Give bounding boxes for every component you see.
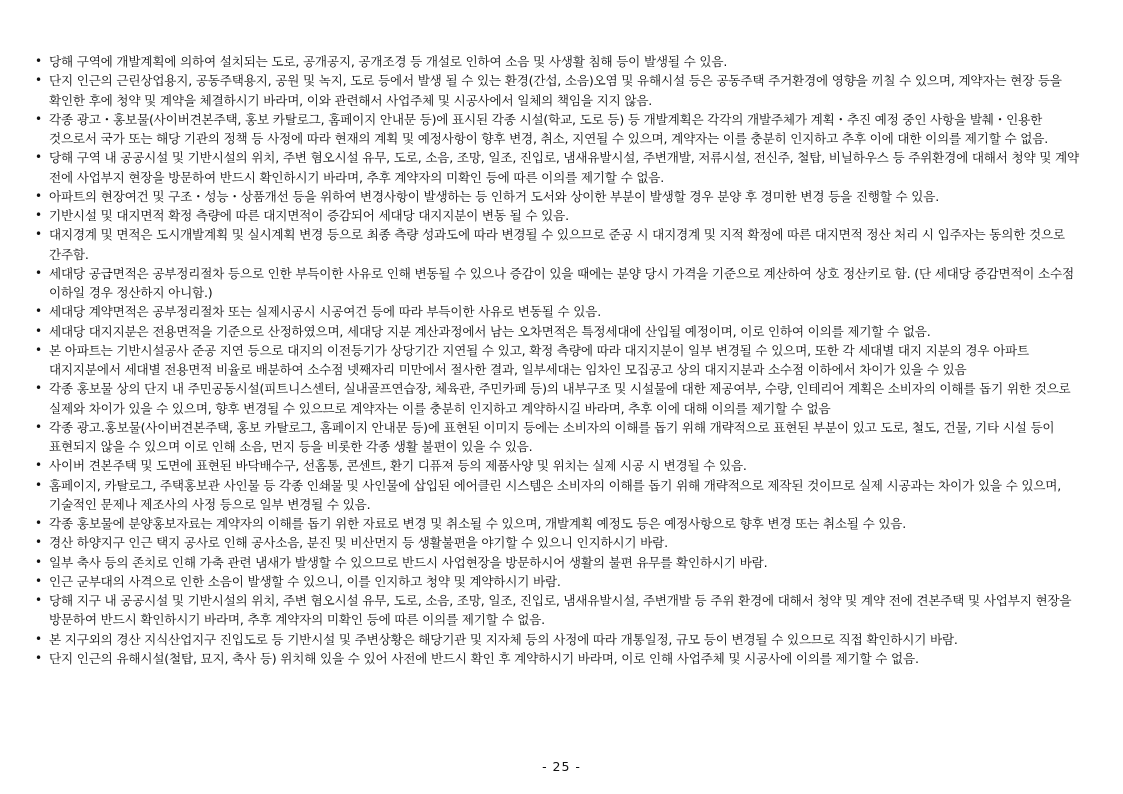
notice-item: • 각종 광고・홍보물(사이버견본주택, 홍보 카탈로그, 홈페이지 안내문 등)에 표시된 각종 시설(학교, 도로 등) 등 개발계획은 각각의 개발주체가 계획・추진 예정 중인 사항을 발췌・인용한 것으로서 국가 또는 해당 기관의 정책 등 사정에 따라 현재의 계획 및 예정사항이 향후 변경, 취소, 지연될 수 있으며, 계약자는 이를 충분히 인지하고 추후 이에 대한 이의를 제기할 수 없음. [33,110,1093,149]
notice-item: • 각종 홍보물에 분양홍보자료는 계약자의 이해를 돕기 위한 자료로 변경 및 취소될 수 있으며, 개발계획 예정도 등은 예정사항으로 향후 변경 또는 취소될 수 있음. [33,514,1093,533]
notice-item: • 단지 인근의 근린상업용지, 공동주택용지, 공원 및 녹지, 도로 등에서 발생 될 수 있는 환경(간섭, 소음)오염 및 유해시설 등은 공동주택 주거환경에 영향을 끼칠 수 있으며, 계약자는 현장 등을 확인한 후에 청약 및 계약을 체결하시기 바라며, 이와 관련해서 사업주체 및 시공사에서 일체의 책임을 지지 않음. [33,71,1093,110]
notice-item: • 본 아파트는 기반시설공사 준공 지연 등으로 대지의 이전등기가 상당기간 지연될 수 있고, 확정 측량에 따라 대지지분이 일부 변경될 수 있으며, 또한 각 세대별 대지 지분의 경우 아파트 대지지분에서 세대별 전용면적 비율로 배분하여 소수점 넷째자리 미만에서 절사한 결과, 일부세대는 임차인 모집공고 상의 대지지분과 소수점 이하에서 차이가 있을 수 있음 [33,341,1093,380]
notice-item: • 당해 지구 내 공공시설 및 기반시설의 위치, 주변 혐오시설 유무, 도로, 소음, 조망, 일조, 진입로, 냄새유발시설, 주변개발 등 주위 환경에 대해서 청약 및 계약 전에 견본주택 및 사업부지 현장을 방문하여 반드시 확인하시기 바라며, 추후 계약자의 미확인 등에 따른 이의를 제기할 수 없음. [33,591,1093,630]
notice-item: • 당해 구역 내 공공시설 및 기반시설의 위치, 주변 혐오시설 유무, 도로, 소음, 조망, 일조, 진입로, 냄새유발시설, 주변개발, 저류시설, 전신주, 철탑, 비닐하우스 등 주위환경에 대해서 청약 및 계약 전에 사업부지 현장을 방문하여 반드시 확인하시기 바라며, 추후 계약자의 미확인 등에 따른 이의를 제기할 수 없음. [33,148,1093,187]
notice-page [33,52,1093,668]
notice-item: • 세대당 대지지분은 전용면적을 기준으로 산정하였으며, 세대당 지분 계산과정에서 남는 오차면적은 특정세대에 산입될 예정이며, 이로 인하여 이의를 제기할 수 없음. [33,322,1093,341]
notice-item: • 경산 하양지구 인근 택지 공사로 인해 공사소음, 분진 및 비산먼지 등 생활불편을 야기할 수 있으니 인지하시기 바람. [33,533,1093,552]
notice-list [33,52,1093,668]
notice-item: • 세대당 공급면적은 공부정리절차 등으로 인한 부득이한 사유로 인해 변동될 수 있으나 증감이 있을 때에는 분양 당시 가격을 기준으로 계산하여 상호 정산키로 함. (단 세대당 증감면적이 소수점 이하일 경우 정산하지 아니함.) [33,264,1093,303]
notice-item: • 일부 축사 등의 존치로 인해 가축 관련 냄새가 발생할 수 있으므로 반드시 사업현장을 방문하시어 생활의 불편 유무를 확인하시기 바람. [33,553,1093,572]
notice-item: • 아파트의 현장여건 및 구조・성능・상품개선 등을 위하여 변경사항이 발생하는 등 인하거 도서와 상이한 부분이 발생할 경우 분양 후 경미한 변경 등을 진행할 수 있음. [33,187,1093,206]
notice-item: • 당해 구역에 개발계획에 의하여 설치되는 도로, 공개공지, 공개조경 등 개설로 인하여 소음 및 사생활 침해 등이 발생될 수 있음. [33,52,1093,71]
notice-item: • 각종 광고․홍보물(사이버견본주택, 홍보 카탈로그, 홈페이지 안내문 등)에 표현된 이미지 등에는 소비자의 이해를 돕기 위해 개략적으로 표현된 부분이 있고 도로, 철도, 건물, 기타 시설 등이 표현되지 않을 수 있으며 이로 인해 소음, 먼지 등을 비롯한 각종 생활 불편이 있을 수 있음. [33,418,1093,457]
notice-item: • 대지경계 및 면적은 도시개발계획 및 실시계획 변경 등으로 최종 측량 성과도에 따라 변경될 수 있으므로 준공 시 대지경계 및 지적 확정에 따른 대지면적 정산 처리 시 입주자는 동의한 것으로 간주함. [33,225,1093,264]
notice-item: • 세대당 계약면적은 공부정리절차 또는 실제시공시 시공여건 등에 따라 부득이한 사유로 변동될 수 있음. [33,302,1093,321]
page-number: - 25 - [542,759,581,774]
notice-item: • 기반시설 및 대지면적 확정 측량에 따른 대지면적이 증감되어 세대당 대지지분이 변동 될 수 있음. [33,206,1093,225]
notice-item: • 사이버 견본주택 및 도면에 표현된 바닥배수구, 선홈통, 콘센트, 환기 디퓨져 등의 제품사양 및 위치는 실제 시공 시 변경될 수 있음. [33,456,1093,475]
notice-item: • 인근 군부대의 사격으로 인한 소음이 발생할 수 있으니, 이를 인지하고 청약 및 계약하시기 바람. [33,572,1093,591]
notice-item: • 본 지구외의 경산 지식산업지구 진입도로 등 기반시설 및 주변상황은 해당기관 및 지자체 등의 사정에 따라 개통일정, 규모 등이 변경될 수 있으므로 직접 확인하시기 바람. [33,630,1093,649]
notice-item: • 홈페이지, 카탈로그, 주택홍보관 사인물 등 각종 인쇄물 및 사인물에 삽입된 에어클린 시스템은 소비자의 이해를 돕기 위해 개략적으로 제작된 것이므로 실제 시공과는 차이가 있을 수 있으며, 기술적인 문제나 제조사의 사정 등으로 일부 변경될 수 있음. [33,476,1093,515]
notice-item: • 각종 홍보물 상의 단지 내 주민공동시설(피트니스센터, 실내골프연습장, 체육관, 주민카페 등)의 내부구조 및 시설물에 대한 제공여부, 수량, 인테리어 계획은 소비자의 이해를 돕기 위한 것으로 실제와 차이가 있을 수 있으며, 향후 변경될 수 있으므로 계약자는 이를 충분히 인지하고 계약하시길 바라며, 추후 이에 대해 이의를 제기할 수 없음 [33,379,1093,418]
notice-item: • 단지 인근의 유해시설(철탑, 묘지, 축사 등) 위치해 있을 수 있어 사전에 반드시 확인 후 계약하시기 바라며, 이로 인해 사업주체 및 시공사에 이의를 제기할 수 없음. [33,649,1093,668]
